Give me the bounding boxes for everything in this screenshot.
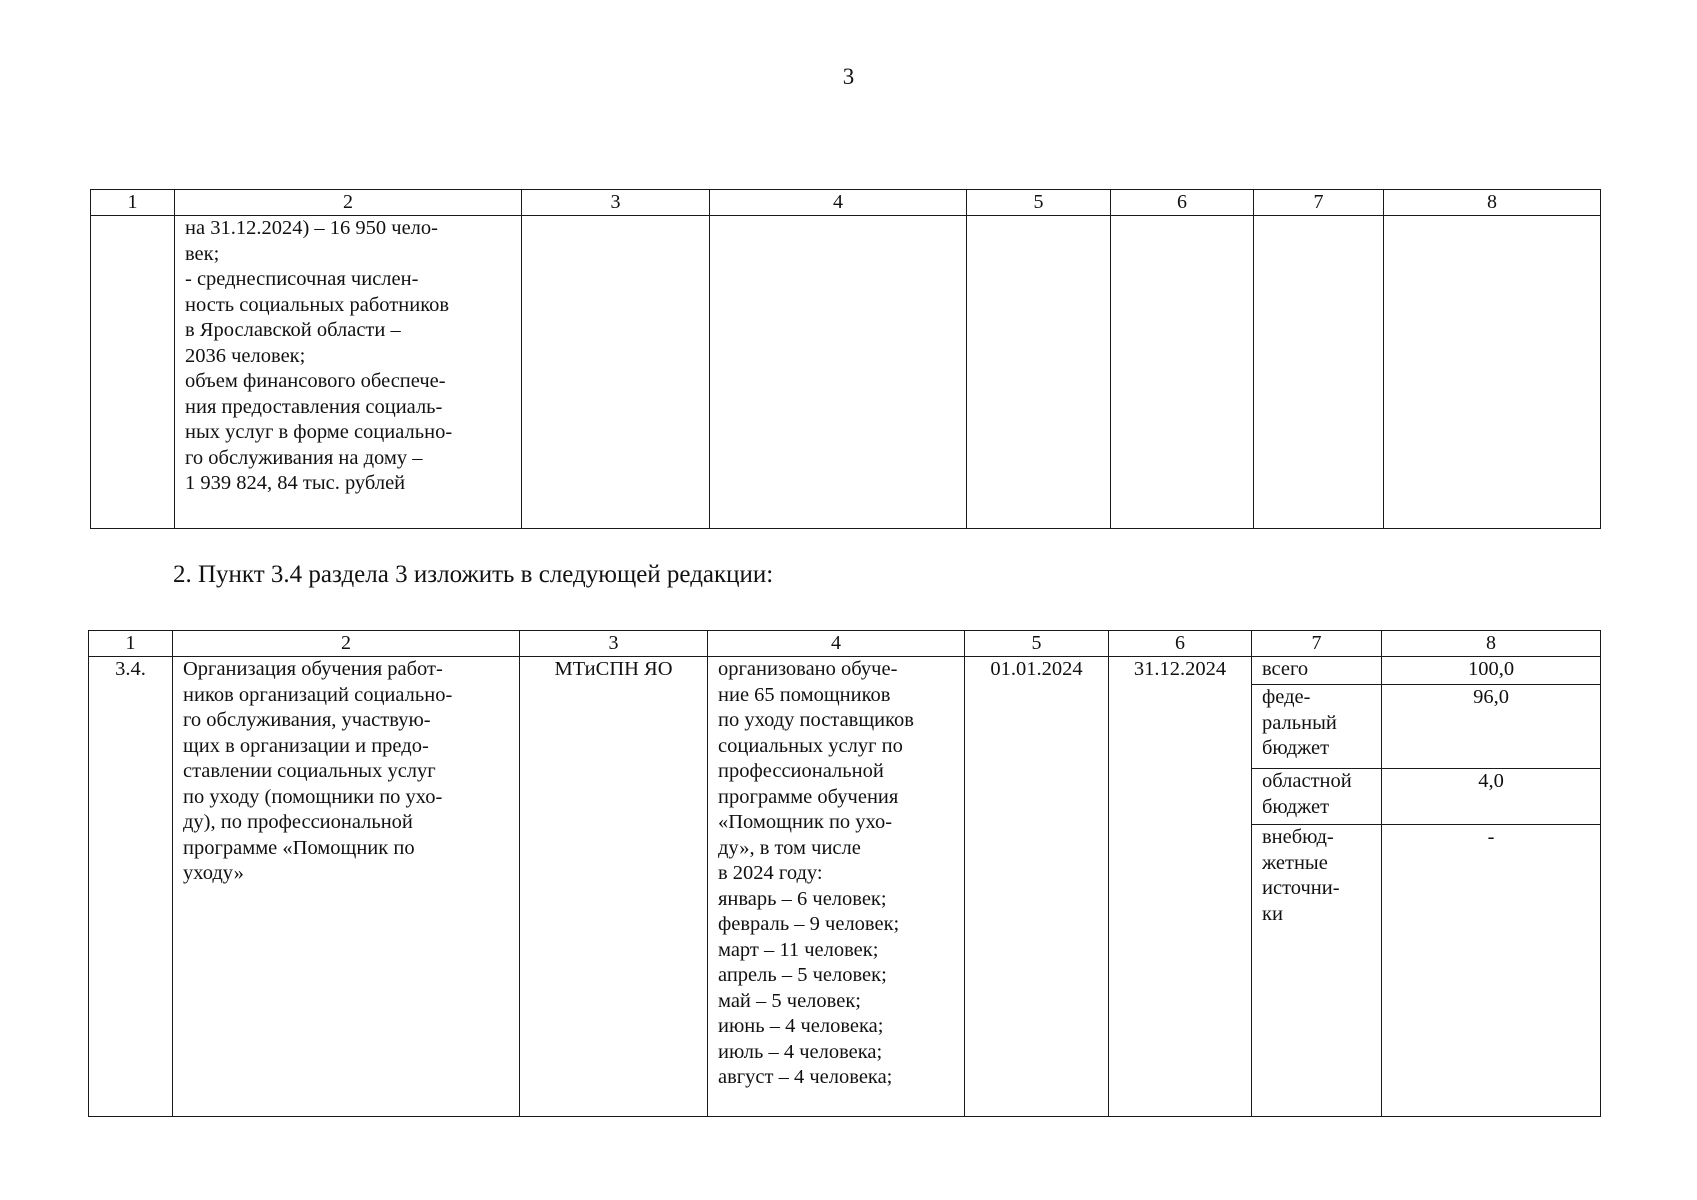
column-number-header: 6	[1109, 631, 1252, 657]
empty-cell	[91, 216, 175, 529]
measure-name-cell: Организация обучения работ- ников организаций социально- го обслуживания, участвую- щих в организации и предо- ставлении социальных услуг по уходу (помощники по ухо- ду), по профессиональной программе «Помощник по уходу»	[173, 657, 520, 1117]
column-number-header: 1	[91, 190, 175, 216]
column-number-header: 7	[1252, 631, 1382, 657]
indicator-text-cell: на 31.12.2024) – 16 950 чело- век; - среднесписочная числен- ность социальных работников в Ярославской области – 2036 человек; объем финансового обеспече- ния предоставления социаль- ных услуг в форме социально- го обслуживания на дому – 1 939 824, 84 тыс. рублей	[175, 216, 522, 529]
column-number-header: 2	[173, 631, 520, 657]
financing-source-label: феде- ральный бюджет	[1252, 685, 1382, 769]
empty-cell	[710, 216, 967, 529]
item-number-cell: 3.4.	[89, 657, 173, 1117]
column-number-header: 7	[1254, 190, 1384, 216]
column-number-header: 2	[175, 190, 522, 216]
continuation-table	[90, 189, 1601, 529]
table-row	[91, 216, 1601, 529]
measures-table	[88, 630, 1601, 1117]
financing-source-label: областной бюджет	[1252, 769, 1382, 825]
empty-cell	[967, 216, 1111, 529]
financing-amount: 96,0	[1382, 685, 1601, 769]
end-date-cell: 31.12.2024	[1109, 657, 1252, 1117]
table-row	[89, 657, 1601, 685]
page-number: 3	[842, 64, 855, 89]
empty-cell	[522, 216, 710, 529]
financing-source-label: внебюд- жетные источни- ки	[1252, 825, 1382, 1117]
financing-amount: 100,0	[1382, 657, 1601, 685]
table-header-row	[91, 190, 1601, 216]
empty-cell	[1384, 216, 1601, 529]
executor-cell: МТиСПН ЯО	[520, 657, 708, 1117]
column-number-header: 3	[522, 190, 710, 216]
column-number-header: 4	[710, 190, 967, 216]
column-number-header: 1	[89, 631, 173, 657]
column-number-header: 8	[1382, 631, 1601, 657]
column-number-header: 5	[965, 631, 1109, 657]
empty-cell	[1111, 216, 1254, 529]
column-number-header: 5	[967, 190, 1111, 216]
empty-cell	[1254, 216, 1384, 529]
column-number-header: 3	[520, 631, 708, 657]
column-number-header: 6	[1111, 190, 1254, 216]
financing-amount: 4,0	[1382, 769, 1601, 825]
financing-amount: -	[1382, 825, 1601, 1117]
amendment-instruction: 2. Пункт 3.4 раздела 3 изложить в следующей редакции:	[173, 561, 774, 588]
start-date-cell: 01.01.2024	[965, 657, 1109, 1117]
column-number-header: 8	[1384, 190, 1601, 216]
financing-source-label: всего	[1252, 657, 1382, 685]
column-number-header: 4	[708, 631, 965, 657]
result-cell: организовано обуче- ние 65 помощников по уходу поставщиков социальных услуг по профессиональной программе обучения «Помощник по ухо- ду», в том числе в 2024 году: январь – 6 человек; февраль – 9 человек; март – 11 человек; апрель – 5 человек; май – 5 человек; июнь – 4 человека; июль – 4 человека; август – 4 человека;	[708, 657, 965, 1117]
table-header-row	[89, 631, 1601, 657]
